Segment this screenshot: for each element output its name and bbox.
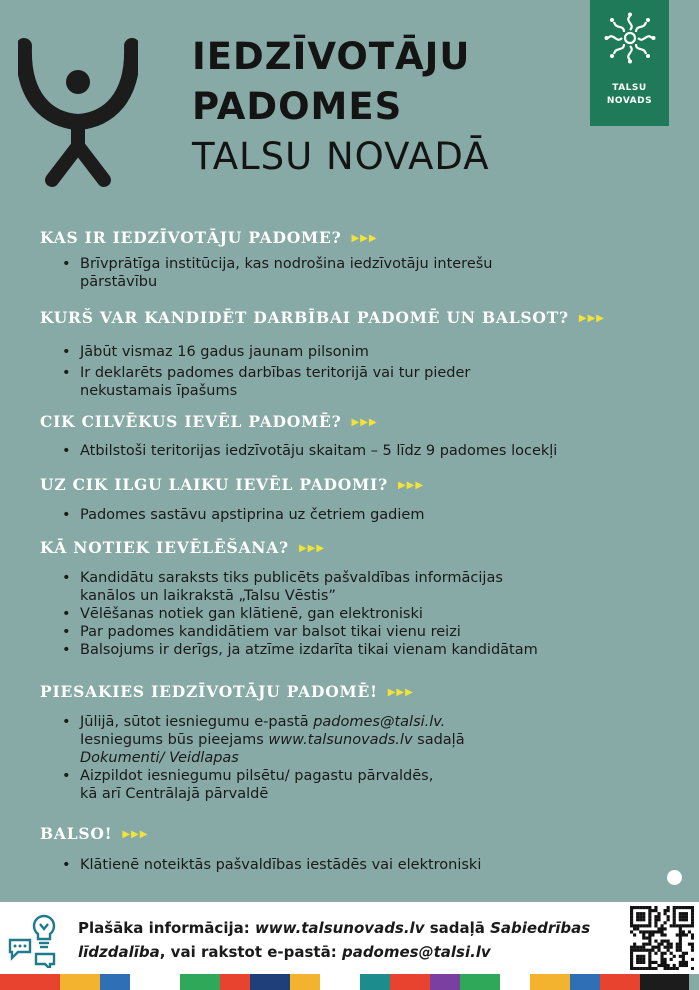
- arrows-icon: ▶▶▶: [397, 480, 425, 491]
- list-item: • Par padomes kandidātiem var balsot tikai vienu reizi: [40, 623, 538, 641]
- title-line-3: TALSU NOVADĀ: [192, 135, 490, 178]
- section-heading: BALSO! ▶▶▶: [40, 824, 149, 843]
- arrows-icon: ▶▶▶: [351, 233, 378, 244]
- arrows-icon: ▶▶▶: [298, 543, 326, 554]
- arrows-icon: ▶▶▶: [351, 417, 378, 428]
- section-apply: [40, 682, 465, 803]
- list-item: • Klātienē noteiktās pašvaldības iestādēs vai elektroniski: [40, 856, 481, 874]
- list-item: • Atbilstoši teritorijas iedzīvotāju skaitam – 5 līdz 9 padomes locekļi: [40, 442, 557, 460]
- arrows-icon: ▶▶▶: [387, 687, 414, 698]
- section-heading: KĀ NOTIEK IEVĒLĒŠANA? ▶▶▶: [40, 538, 326, 557]
- list-item: • Balsojums ir derīgs, ja atzīme izdarīta tikai vienam kandidātam: [40, 641, 538, 659]
- list-item: • Jūlijā, sūtot iesniegumu e-pastā padomes@talsi.lv. Iesniegums būs pieejams www.talsunovads.lv sadaļā Dokumenti/ Veidlapas: [40, 713, 465, 767]
- section-heading: CIK CILVĒKUS IEVĒL PADOMĒ? ▶▶▶: [40, 412, 378, 431]
- lightbulb-chat-icon: [6, 910, 66, 968]
- logo-text-line-2: NOVADS: [606, 96, 653, 106]
- list-item: • Brīvprātīga institūcija, kas nodrošina iedzīvotāju interešu pārstāvību: [40, 255, 493, 291]
- arrows-icon: ▶▶▶: [578, 313, 605, 324]
- section-heading: PIESAKIES IEDZĪVOTĀJU PADOMĒ! ▶▶▶: [40, 682, 414, 701]
- color-stripe: [0, 974, 699, 990]
- section-heading: UZ CIK ILGU LAIKU IEVĒL PADOMI? ▶▶▶: [40, 475, 425, 494]
- poster-title: [192, 32, 490, 182]
- website-link: www.talsunovads.lv: [268, 732, 413, 748]
- footer-info-text: Plašāka informācija: www.talsunovads.lv sadaļā Sabiedrības līdzdalība, vai rakstot e-pastā: padomes@talsi.lv: [78, 919, 591, 961]
- decorative-dot: [667, 870, 682, 885]
- person-figure-icon: [18, 38, 138, 188]
- list-item: • Ir deklarēts padomes darbības teritorijā vai tur pieder nekustamais īpašums: [40, 364, 605, 400]
- arrows-icon: ▶▶▶: [122, 829, 149, 840]
- footer-email-link[interactable]: padomes@talsi.lv: [341, 943, 491, 961]
- section-how-many: [40, 412, 557, 460]
- footer-website-link[interactable]: www.talsunovads.lv: [254, 919, 425, 937]
- section-election-process: [40, 538, 538, 659]
- list-item: • Kandidātu saraksts tiks publicēts pašvaldības informācijas kanālos un laikrakstā „Talsu Vēstis”: [40, 569, 538, 605]
- section-what-is-council: [40, 228, 493, 291]
- list-item: • Padomes sastāvu apstiprina uz četriem gadiem: [40, 506, 424, 524]
- section-who-can-run: [40, 308, 605, 400]
- title-line-1: IEDZĪVOTĀJU: [192, 35, 471, 78]
- footer-bar: [0, 902, 699, 974]
- section-vote: [40, 824, 481, 874]
- list-item: • Vēlēšanas notiek gan klātienē, gan elektroniski: [40, 605, 538, 623]
- section-heading: KAS IR IEDZĪVOTĀJU PADOME? ▶▶▶: [40, 228, 378, 247]
- section-heading: KURŠ VAR KANDIDĒT DARBĪBAI PADOMĒ UN BALSOT? ▶▶▶: [40, 308, 605, 327]
- council-email: padomes@talsi.lv.: [313, 714, 446, 730]
- ornament-icon: [604, 12, 656, 64]
- list-item: • Aizpildot iesniegumu pilsētu/ pagastu pārvaldēs, kā arī Centrālajā pārvaldē: [40, 767, 465, 803]
- logo-text-line-1: TALSU: [612, 83, 647, 93]
- qr-code-icon[interactable]: [630, 906, 694, 970]
- talsu-novads-logo: [590, 0, 669, 126]
- section-how-long: [40, 475, 424, 524]
- title-line-2: PADOMES: [192, 85, 403, 128]
- list-item: • Jābūt vismaz 16 gadus jaunam pilsonim: [40, 343, 605, 361]
